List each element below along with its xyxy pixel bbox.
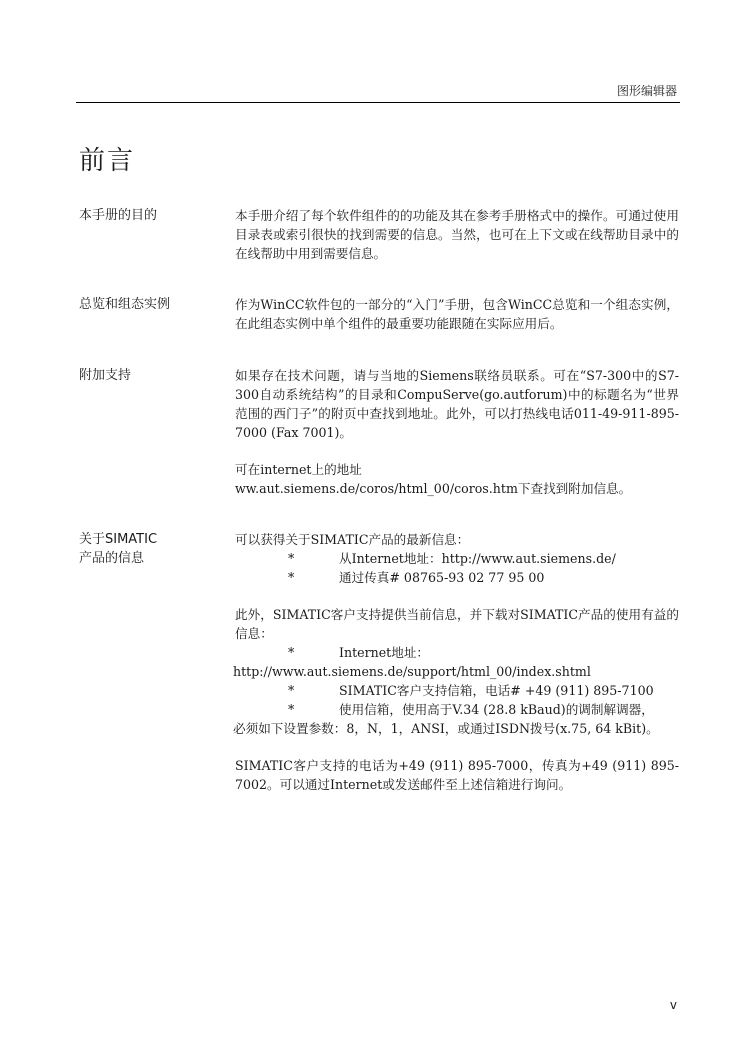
bullet-star: *: [288, 702, 295, 717]
section-label: [79, 295, 219, 314]
page-number: v: [669, 998, 677, 1012]
bullet-star: *: [288, 551, 295, 566]
list-item: [235, 700, 679, 719]
section-label: [79, 366, 219, 385]
section-label-line: 关于SIMATIC: [79, 532, 158, 547]
section-label-line: 本手册的目的: [79, 208, 158, 223]
list-item-text: 从Internet地址：http://www.aut.siemens.de/: [339, 551, 616, 566]
list-item-text: 使用信箱，使用高于V.34 (28.8 kBaud)的调制解调器，: [339, 702, 654, 717]
text-line: 必须如下设置参数：8，N，1，ANSI，或通过ISDN拨号(x.75, 64 kBit)。: [233, 721, 659, 736]
text-line: ww.aut.siemens.de/coros/html_00/coros.htm下查找到附加信息。: [235, 481, 632, 496]
bullet-star: *: [288, 570, 295, 585]
paragraph: 本手册介绍了每个软件组件的的功能及其在参考手册格式中的操作。可通过使用目录表或索引很快的找到需要的信息。当然，也可在上下文或在线帮助目录中的在线帮助中用到需要信息。: [235, 208, 679, 261]
running-header: 图形编辑器: [616, 84, 677, 98]
section-body: [235, 366, 679, 498]
paragraph: [235, 605, 679, 738]
paragraph: SIMATIC客户支持的电话为+49 (911) 895-7000，传真为+49 (911) 895-7002。可以通过Internet或发送邮件至上述信箱进行询问。: [235, 758, 679, 792]
header-rule: [76, 102, 680, 103]
paragraph: 作为WinCC软件包的一部分的“入门”手册，包含WinCC总览和一个组态实例，在此组态实例中单个组件的最重要功能跟随在实际应用后。: [235, 297, 679, 331]
section-label: [79, 530, 219, 568]
bullet-star: *: [288, 645, 295, 660]
list-item: [235, 681, 679, 700]
section-body: [235, 206, 679, 263]
section-label-line: 附加支持: [79, 368, 132, 383]
text-line: 可在internet上的地址: [235, 462, 362, 477]
section-body: [235, 530, 679, 794]
list-item: [235, 643, 679, 662]
section-body: [235, 295, 679, 333]
list-item: [235, 568, 679, 587]
section-label-line: 产品的信息: [79, 551, 145, 566]
url-link[interactable]: http://www.aut.siemens.de/support/html_00/index.shtml: [233, 664, 591, 679]
paragraph: [235, 460, 679, 498]
bullet-star: *: [288, 683, 295, 698]
paragraph: [235, 530, 679, 587]
list-item-text: SIMATIC客户支持信箱，电话# +49 (911) 895-7100: [339, 683, 654, 698]
intro-line: 可以获得关于SIMATIC产品的最新信息：: [235, 532, 470, 547]
list-item: [235, 549, 679, 568]
section-label-line: 总览和组态实例: [79, 297, 171, 312]
list-item-text: Internet地址：: [339, 645, 430, 660]
text-line: 此外，SIMATIC客户支持提供当前信息，并下载对SIMATIC产品的使用有益的信息：: [235, 607, 679, 641]
section-label: [79, 206, 219, 225]
list-item-text: 通过传真# 08765-93 02 77 95 00: [339, 570, 545, 585]
paragraph: 如果存在技术问题，请与当地的Siemens联络员联系。可在“S7-300中的S7-300自动系统结构”的目录和CompuServe(go.autforum)中的标题名为“世界范围的西门子”的附页中查找到地址。此外，可以打热线电话011-49-911-895-7000 (Fax 7001)。: [235, 368, 679, 440]
page-title: 前言: [79, 146, 136, 176]
